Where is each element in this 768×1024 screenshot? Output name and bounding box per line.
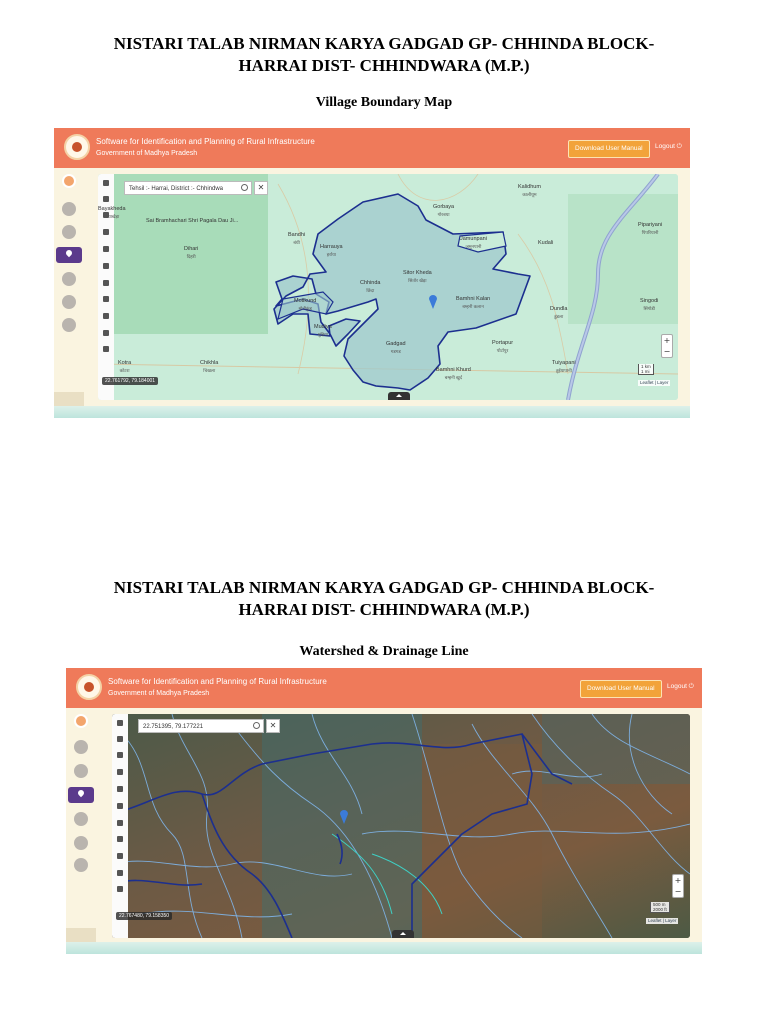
zoom-in-button[interactable]: +	[674, 876, 682, 885]
satellite-canvas	[112, 714, 690, 938]
app-header	[54, 128, 690, 168]
section-1-title-line1: NISTARI TALAB NIRMAN KARYA GADGAD GP- CHHINDA BLOCK-	[113, 34, 655, 53]
home-icon[interactable]	[62, 202, 76, 216]
corner-icon[interactable]	[117, 786, 123, 792]
route-icon[interactable]	[117, 769, 123, 775]
coordinate-readout: 22.761792, 79.184001	[102, 377, 158, 385]
target-icon[interactable]	[117, 836, 123, 842]
edit-icon[interactable]	[103, 330, 109, 336]
section-1-title	[40, 33, 728, 77]
place-label: Kotra कोटरा	[118, 360, 132, 373]
place-label: Tuiyapani तुईयापानी	[552, 360, 576, 373]
trash-icon[interactable]	[117, 886, 123, 892]
footer-strip	[54, 406, 690, 418]
globe-icon[interactable]	[74, 812, 88, 826]
route-icon[interactable]	[103, 229, 109, 235]
scale-label-metric: 1 km	[641, 364, 651, 369]
place-label: Dihari दिहरी	[184, 246, 199, 259]
download-manual-button[interactable]: Download User Manual	[568, 140, 650, 158]
section-1-subtitle: Village Boundary Map	[315, 95, 453, 110]
user-avatar-icon[interactable]	[74, 714, 88, 728]
map-view[interactable]	[112, 714, 690, 938]
close-icon[interactable]: ✕	[254, 181, 268, 195]
screenshot-watershed	[66, 668, 702, 954]
building-icon[interactable]	[62, 225, 76, 239]
map-pin-nav-icon[interactable]	[68, 787, 94, 803]
zoom-control	[661, 334, 673, 358]
trash-icon[interactable]	[103, 346, 109, 352]
shuffle-icon[interactable]	[103, 263, 109, 269]
mp-govt-logo	[76, 674, 102, 700]
bottom-panel-toggle[interactable]	[388, 392, 410, 400]
place-label: Kudali	[538, 240, 554, 246]
building-icon[interactable]	[74, 764, 88, 778]
map-attribution[interactable]: Leaflet | Layer	[648, 918, 677, 923]
mp-govt-logo	[64, 134, 90, 160]
place-label: Gadgad गडगड	[386, 341, 406, 354]
home-icon[interactable]	[74, 740, 88, 754]
place-label: Portapur पोर्टापुर	[492, 340, 514, 353]
place-label: Bamhni Khurd बम्हनी खुर्द	[436, 367, 471, 380]
scale-label-metric: 500 m	[653, 902, 666, 907]
shield-icon[interactable]	[62, 318, 76, 332]
close-icon[interactable]: ✕	[266, 719, 280, 733]
upload-icon[interactable]	[117, 853, 123, 859]
map-pin-nav-icon[interactable]	[56, 247, 82, 263]
place-label: Sai Bramhachari Shri Pagala Dau Ji...	[146, 218, 239, 224]
place-label: Bamhni Kalan बम्हनी कलान	[456, 296, 491, 309]
place-label: Harrauya हर्राया	[320, 244, 343, 257]
zoom-out-button[interactable]: −	[674, 887, 682, 896]
zoom-in-button[interactable]: +	[663, 336, 671, 345]
place-label: Bandhi बंधी	[288, 232, 306, 245]
place-label: Chhinda छिंदा	[360, 280, 381, 293]
edit-icon[interactable]	[117, 870, 123, 876]
section-2-title-line1: NISTARI TALAB NIRMAN KARYA GADGAD GP- CHHINDA BLOCK-	[113, 578, 655, 597]
section-2-subtitle: Watershed & Drainage Line	[299, 644, 469, 659]
place-label: Singodi सिंगोडी	[640, 298, 659, 311]
place-label: Motikund मोतीकुंड	[294, 298, 317, 311]
ban-icon[interactable]	[117, 752, 123, 758]
user-avatar-icon[interactable]	[62, 174, 76, 188]
place-label: Jamunpani जमुनपानी	[460, 236, 487, 249]
app-title: Software for Identification and Planning of Rural Infrastructure	[108, 677, 327, 686]
map-toolbar	[112, 714, 128, 938]
section-2-title-line2: HARRAI DIST- CHHINDWARA (M.P.)	[238, 600, 530, 619]
zoom-out-button[interactable]: −	[663, 347, 671, 356]
users-icon[interactable]	[62, 295, 76, 309]
app-title: Software for Identification and Planning of Rural Infrastructure	[96, 137, 315, 146]
map-view[interactable]	[98, 174, 678, 400]
place-label: Sitor Kheda सितोर खेड़ा	[403, 270, 432, 283]
place-label: Pipariyani पिपरियानी	[638, 222, 663, 235]
place-label: Gorbaya गोरबया	[433, 204, 455, 217]
search-icon[interactable]	[241, 184, 248, 191]
side-nav	[54, 168, 84, 418]
scale-bar	[650, 902, 670, 913]
logout-button[interactable]: Logout ⏻	[667, 683, 694, 690]
place-label: Chikhla चिखला	[200, 360, 219, 373]
footer-strip	[66, 942, 702, 954]
diamond-icon[interactable]	[103, 196, 109, 202]
place-label: Kalidhum कालीधूम	[518, 184, 541, 197]
app-gov-label: Government of Madhya Pradesh	[108, 690, 210, 697]
upload-icon[interactable]	[103, 313, 109, 319]
bottom-panel-toggle[interactable]	[392, 930, 414, 938]
diamond-icon[interactable]	[117, 736, 123, 742]
search-input[interactable]: Tehsil :- Harrai, District :- Chhindwa	[124, 181, 252, 195]
search-input[interactable]: 22.751395, 79.177221	[138, 719, 264, 733]
search-icon[interactable]	[253, 722, 260, 729]
info-icon[interactable]	[117, 820, 123, 826]
layers-icon[interactable]	[103, 180, 109, 186]
coordinate-readout: 22.767480, 79.158350	[116, 912, 172, 920]
place-label: Dundla डुंडला	[550, 306, 568, 319]
place-label: Mudiya मुड़िया	[314, 324, 332, 337]
app-gov-label: Government of Madhya Pradesh	[96, 150, 198, 157]
shuffle-icon[interactable]	[117, 803, 123, 809]
map-attribution[interactable]: Leaflet | Layer	[640, 380, 669, 385]
info-icon[interactable]	[103, 280, 109, 286]
scale-bar	[638, 364, 654, 375]
screenshot-village-boundary	[54, 128, 690, 418]
globe-icon[interactable]	[62, 272, 76, 286]
scale-label-imperial: 1 mi	[641, 369, 650, 374]
users-icon[interactable]	[74, 836, 88, 850]
target-icon[interactable]	[103, 296, 109, 302]
shield-icon[interactable]	[74, 858, 88, 872]
layers-icon[interactable]	[117, 720, 123, 726]
section-2-title	[40, 577, 728, 621]
section-1-title-line2: HARRAI DIST- CHHINDWARA (M.P.)	[238, 56, 530, 75]
logout-button[interactable]: Logout ⏻	[655, 143, 682, 150]
side-nav	[66, 708, 96, 954]
place-label: Bayakheda बायाखेड़ा	[98, 206, 126, 219]
zoom-control	[672, 874, 684, 898]
download-manual-button[interactable]: Download User Manual	[580, 680, 662, 698]
scale-label-imperial: 2000 ft	[653, 907, 667, 912]
map-canvas	[98, 174, 678, 400]
corner-icon[interactable]	[103, 246, 109, 252]
app-header	[66, 668, 702, 708]
